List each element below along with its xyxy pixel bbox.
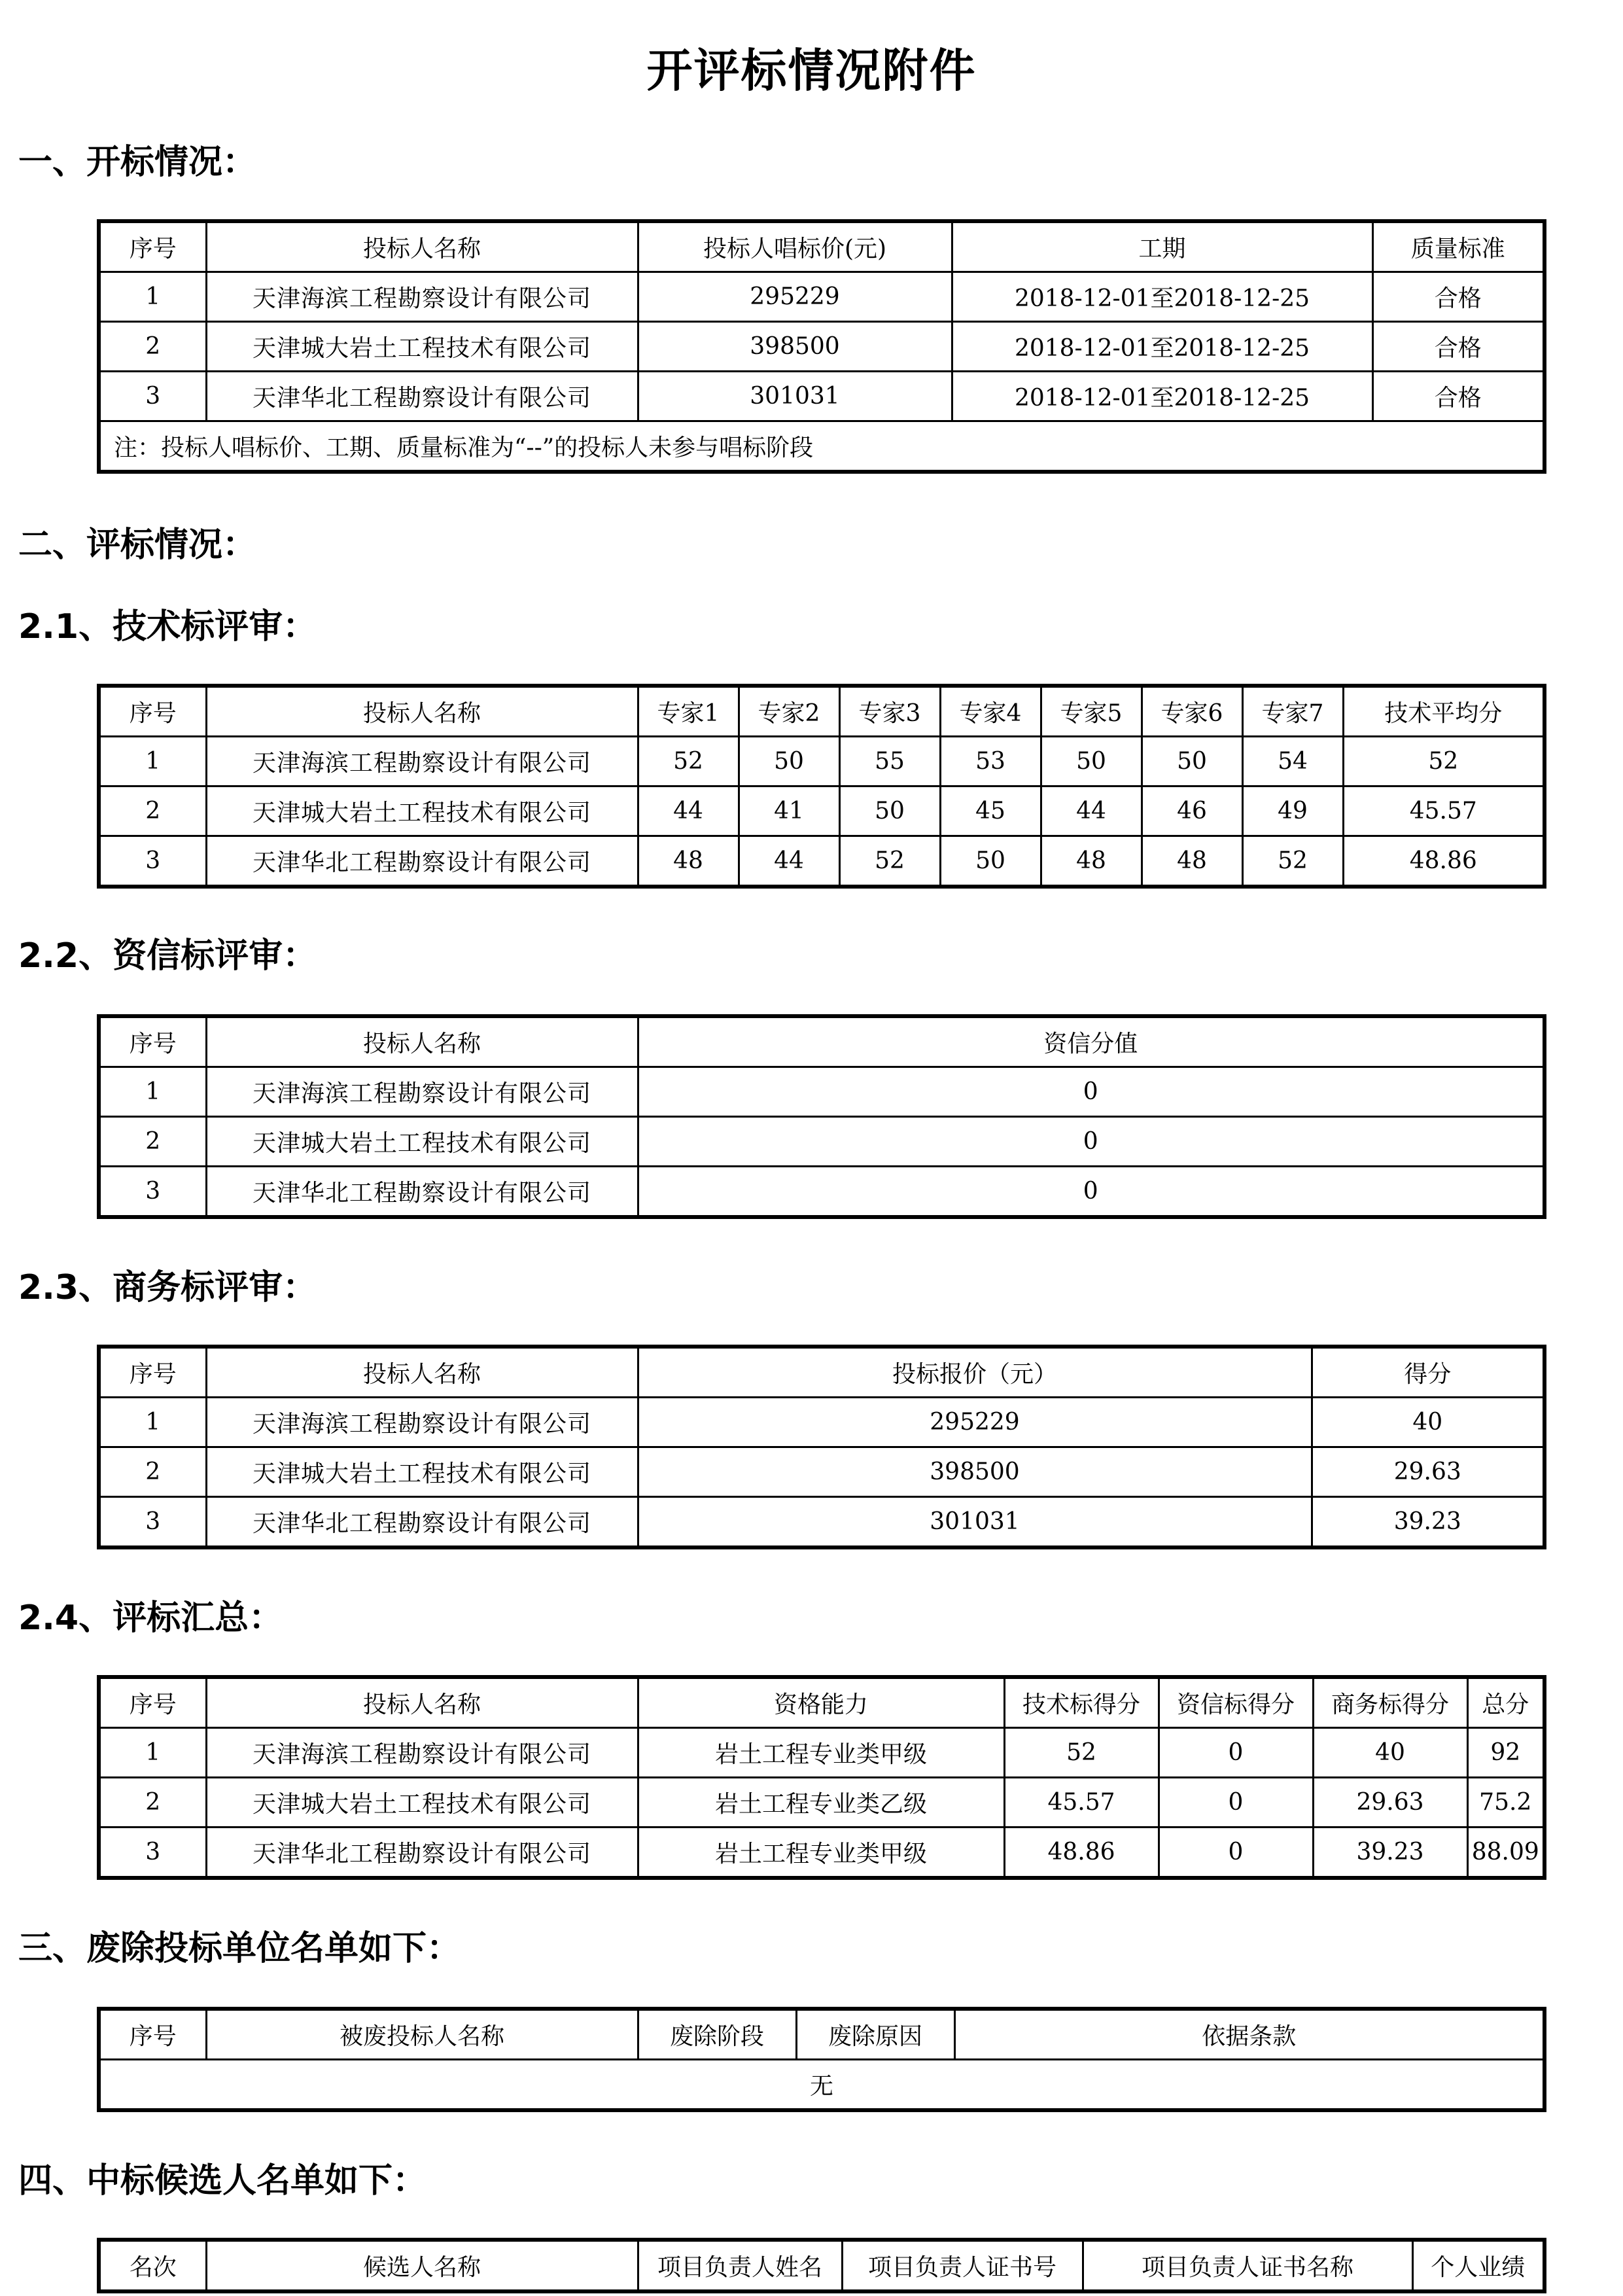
header-cell: 专家2 [739,686,839,737]
header-cell: 投标人名称 [206,221,638,272]
table-row [99,272,1544,322]
header-cell: 投标人名称 [206,1347,638,1398]
header-cell: 序号 [99,1347,206,1398]
table-cell: 天津海滨工程勘察设计有限公司 [206,1067,638,1117]
table-cell: 1 [99,1067,206,1117]
disqualified-table [97,2007,1546,2112]
table-cell: 3 [99,1828,206,1879]
table-cell: 合格 [1372,272,1544,322]
header-cell: 项目负责人证书号 [842,2240,1083,2291]
table-row [99,1778,1544,1828]
table-cell: 44 [638,786,739,836]
table-cell: 天津城大岩土工程技术有限公司 [206,1447,638,1497]
table-cell: 2 [99,1778,206,1828]
table-cell: 50 [1142,737,1242,786]
table-cell: 40 [1312,1398,1544,1447]
table-cell: 天津城大岩土工程技术有限公司 [206,322,638,372]
section-credit: 2.2、资信标评审： [18,936,317,976]
section-candidates: 四、中标候选人名单如下： [18,2161,427,2200]
header-cell: 依据条款 [954,2009,1544,2060]
table-cell: 75.2 [1467,1778,1544,1828]
table-cell: 2 [99,1447,206,1497]
header-cell: 总分 [1467,1677,1544,1728]
table-header-row [99,2240,1544,2291]
header-cell: 个人业绩 [1412,2240,1544,2291]
table-cell: 2018-12-01至2018-12-25 [952,372,1372,421]
table-cell: 0 [1159,1728,1313,1778]
table-cell: 39.23 [1312,1497,1544,1548]
table-cell: 1 [99,272,206,322]
header-cell: 资信标得分 [1159,1677,1313,1728]
none-cell: 无 [99,2060,1544,2111]
table-cell: 48 [1041,836,1142,887]
header-cell: 名次 [99,2240,206,2291]
header-cell: 投标人名称 [206,686,638,737]
table-cell: 54 [1242,737,1343,786]
table-cell: 48 [1142,836,1242,887]
table-cell: 52 [1242,836,1343,887]
candidates-table [97,2238,1546,2293]
table-cell: 48 [638,836,739,887]
header-cell: 投标人名称 [206,1016,638,1067]
section-summary: 2.4、评标汇总： [18,1598,283,1638]
header-cell: 项目负责人证书名称 [1083,2240,1412,2291]
table-cell: 50 [839,786,940,836]
header-cell: 商务标得分 [1313,1677,1467,1728]
table-cell: 92 [1467,1728,1544,1778]
header-cell: 专家4 [940,686,1041,737]
section-technical: 2.1、技术标评审： [18,607,317,646]
table-cell: 48.86 [1343,836,1544,887]
table-cell: 52 [839,836,940,887]
table-header-row [99,1016,1544,1067]
table-cell: 0 [638,1117,1544,1167]
table-cell: 岩土工程专业类甲级 [638,1728,1004,1778]
table-cell: 3 [99,1497,206,1548]
table-cell: 天津华北工程勘察设计有限公司 [206,836,638,887]
header-cell: 资信分值 [638,1016,1544,1067]
table-cell: 天津城大岩土工程技术有限公司 [206,1778,638,1828]
table-cell: 3 [99,372,206,421]
header-cell: 专家5 [1041,686,1142,737]
table-cell: 天津海滨工程勘察设计有限公司 [206,1398,638,1447]
table-row [99,1117,1544,1167]
header-cell: 序号 [99,1677,206,1728]
header-cell: 序号 [99,1016,206,1067]
section-opening: 一、开标情况： [18,143,257,182]
table-cell: 2 [99,786,206,836]
table-cell: 合格 [1372,322,1544,372]
table-header-row [99,686,1544,737]
table-row [99,1497,1544,1548]
table-cell: 295229 [638,272,952,322]
page-title: 开评标情况附件 [646,44,977,97]
header-cell: 序号 [99,221,206,272]
header-cell: 专家1 [638,686,739,737]
table-cell: 53 [940,737,1041,786]
table-cell: 50 [940,836,1041,887]
table-cell: 天津华北工程勘察设计有限公司 [206,1497,638,1548]
table-cell: 44 [739,836,839,887]
table-cell: 52 [1004,1728,1159,1778]
table-cell: 40 [1313,1728,1467,1778]
table-cell: 3 [99,1167,206,1218]
credit-table [97,1014,1546,1219]
header-cell: 资格能力 [638,1677,1004,1728]
table-cell: 29.63 [1312,1447,1544,1497]
header-cell: 技术标得分 [1004,1677,1159,1728]
table-row [99,1067,1544,1117]
header-cell: 专家6 [1142,686,1242,737]
table-cell: 1 [99,1398,206,1447]
header-cell: 序号 [99,686,206,737]
table-cell: 0 [638,1067,1544,1117]
table-row [99,786,1544,836]
table-cell: 45.57 [1343,786,1544,836]
table-row [99,1828,1544,1879]
table-row [99,1447,1544,1497]
section-evaluation: 二、评标情况： [18,525,257,565]
table-cell: 1 [99,737,206,786]
table-cell: 46 [1142,786,1242,836]
table-cell: 岩土工程专业类乙级 [638,1778,1004,1828]
table-row [99,1398,1544,1447]
table-cell: 301031 [638,1497,1312,1548]
header-cell: 投标人名称 [206,1677,638,1728]
table-cell: 天津城大岩土工程技术有限公司 [206,1117,638,1167]
table-cell: 2018-12-01至2018-12-25 [952,272,1372,322]
table-row [99,1728,1544,1778]
table-row [99,1167,1544,1218]
header-cell: 质量标准 [1372,221,1544,272]
header-cell: 序号 [99,2009,206,2060]
table-cell: 3 [99,836,206,887]
section-disqualified: 三、废除投标单位名单如下： [18,1929,461,1968]
table-cell: 398500 [638,322,952,372]
table-cell: 50 [1041,737,1142,786]
table-cell: 52 [638,737,739,786]
table-cell: 天津城大岩土工程技术有限公司 [206,786,638,836]
commercial-table [97,1345,1546,1549]
header-cell: 投标人唱标价(元) [638,221,952,272]
table-row [99,2060,1544,2111]
table-cell: 天津海滨工程勘察设计有限公司 [206,272,638,322]
header-cell: 得分 [1312,1347,1544,1398]
table-cell: 55 [839,737,940,786]
header-cell: 候选人名称 [206,2240,638,2291]
header-cell: 项目负责人姓名 [638,2240,842,2291]
table-cell: 2 [99,322,206,372]
note-row [99,421,1544,472]
table-cell: 天津华北工程勘察设计有限公司 [206,372,638,421]
table-cell: 41 [739,786,839,836]
table-cell: 49 [1242,786,1343,836]
table-cell: 45.57 [1004,1778,1159,1828]
table-header-row [99,2009,1544,2060]
summary-table [97,1675,1546,1880]
table-cell: 52 [1343,737,1544,786]
header-cell: 专家3 [839,686,940,737]
table-row [99,836,1544,887]
table-cell: 0 [1159,1828,1313,1879]
note-cell: 注：投标人唱标价、工期、质量标准为“--”的投标人未参与唱标阶段 [99,421,1544,472]
table-cell: 天津华北工程勘察设计有限公司 [206,1828,638,1879]
table-cell: 39.23 [1313,1828,1467,1879]
table-cell: 0 [638,1167,1544,1218]
header-cell: 废除原因 [796,2009,954,2060]
table-row [99,372,1544,421]
table-cell: 398500 [638,1447,1312,1497]
technical-table [97,684,1546,889]
table-cell: 44 [1041,786,1142,836]
table-header-row [99,1677,1544,1728]
table-header-row [99,1347,1544,1398]
table-cell: 天津海滨工程勘察设计有限公司 [206,1728,638,1778]
table-cell: 50 [739,737,839,786]
header-cell: 技术平均分 [1343,686,1544,737]
table-cell: 0 [1159,1778,1313,1828]
table-cell: 岩土工程专业类甲级 [638,1828,1004,1879]
section-commercial: 2.3、商务标评审： [18,1268,317,1307]
table-cell: 2 [99,1117,206,1167]
table-cell: 301031 [638,372,952,421]
header-cell: 废除阶段 [638,2009,796,2060]
table-cell: 88.09 [1467,1828,1544,1879]
header-cell: 工期 [952,221,1372,272]
opening-table [97,219,1546,474]
table-cell: 295229 [638,1398,1312,1447]
table-header-row [99,221,1544,272]
header-cell: 投标报价（元） [638,1347,1312,1398]
table-cell: 29.63 [1313,1778,1467,1828]
header-cell: 被废投标人名称 [206,2009,638,2060]
table-row [99,737,1544,786]
table-cell: 天津海滨工程勘察设计有限公司 [206,737,638,786]
table-cell: 48.86 [1004,1828,1159,1879]
header-cell: 专家7 [1242,686,1343,737]
table-cell: 天津华北工程勘察设计有限公司 [206,1167,638,1218]
table-cell: 合格 [1372,372,1544,421]
table-cell: 1 [99,1728,206,1778]
table-cell: 2018-12-01至2018-12-25 [952,322,1372,372]
table-cell: 45 [940,786,1041,836]
table-row [99,322,1544,372]
